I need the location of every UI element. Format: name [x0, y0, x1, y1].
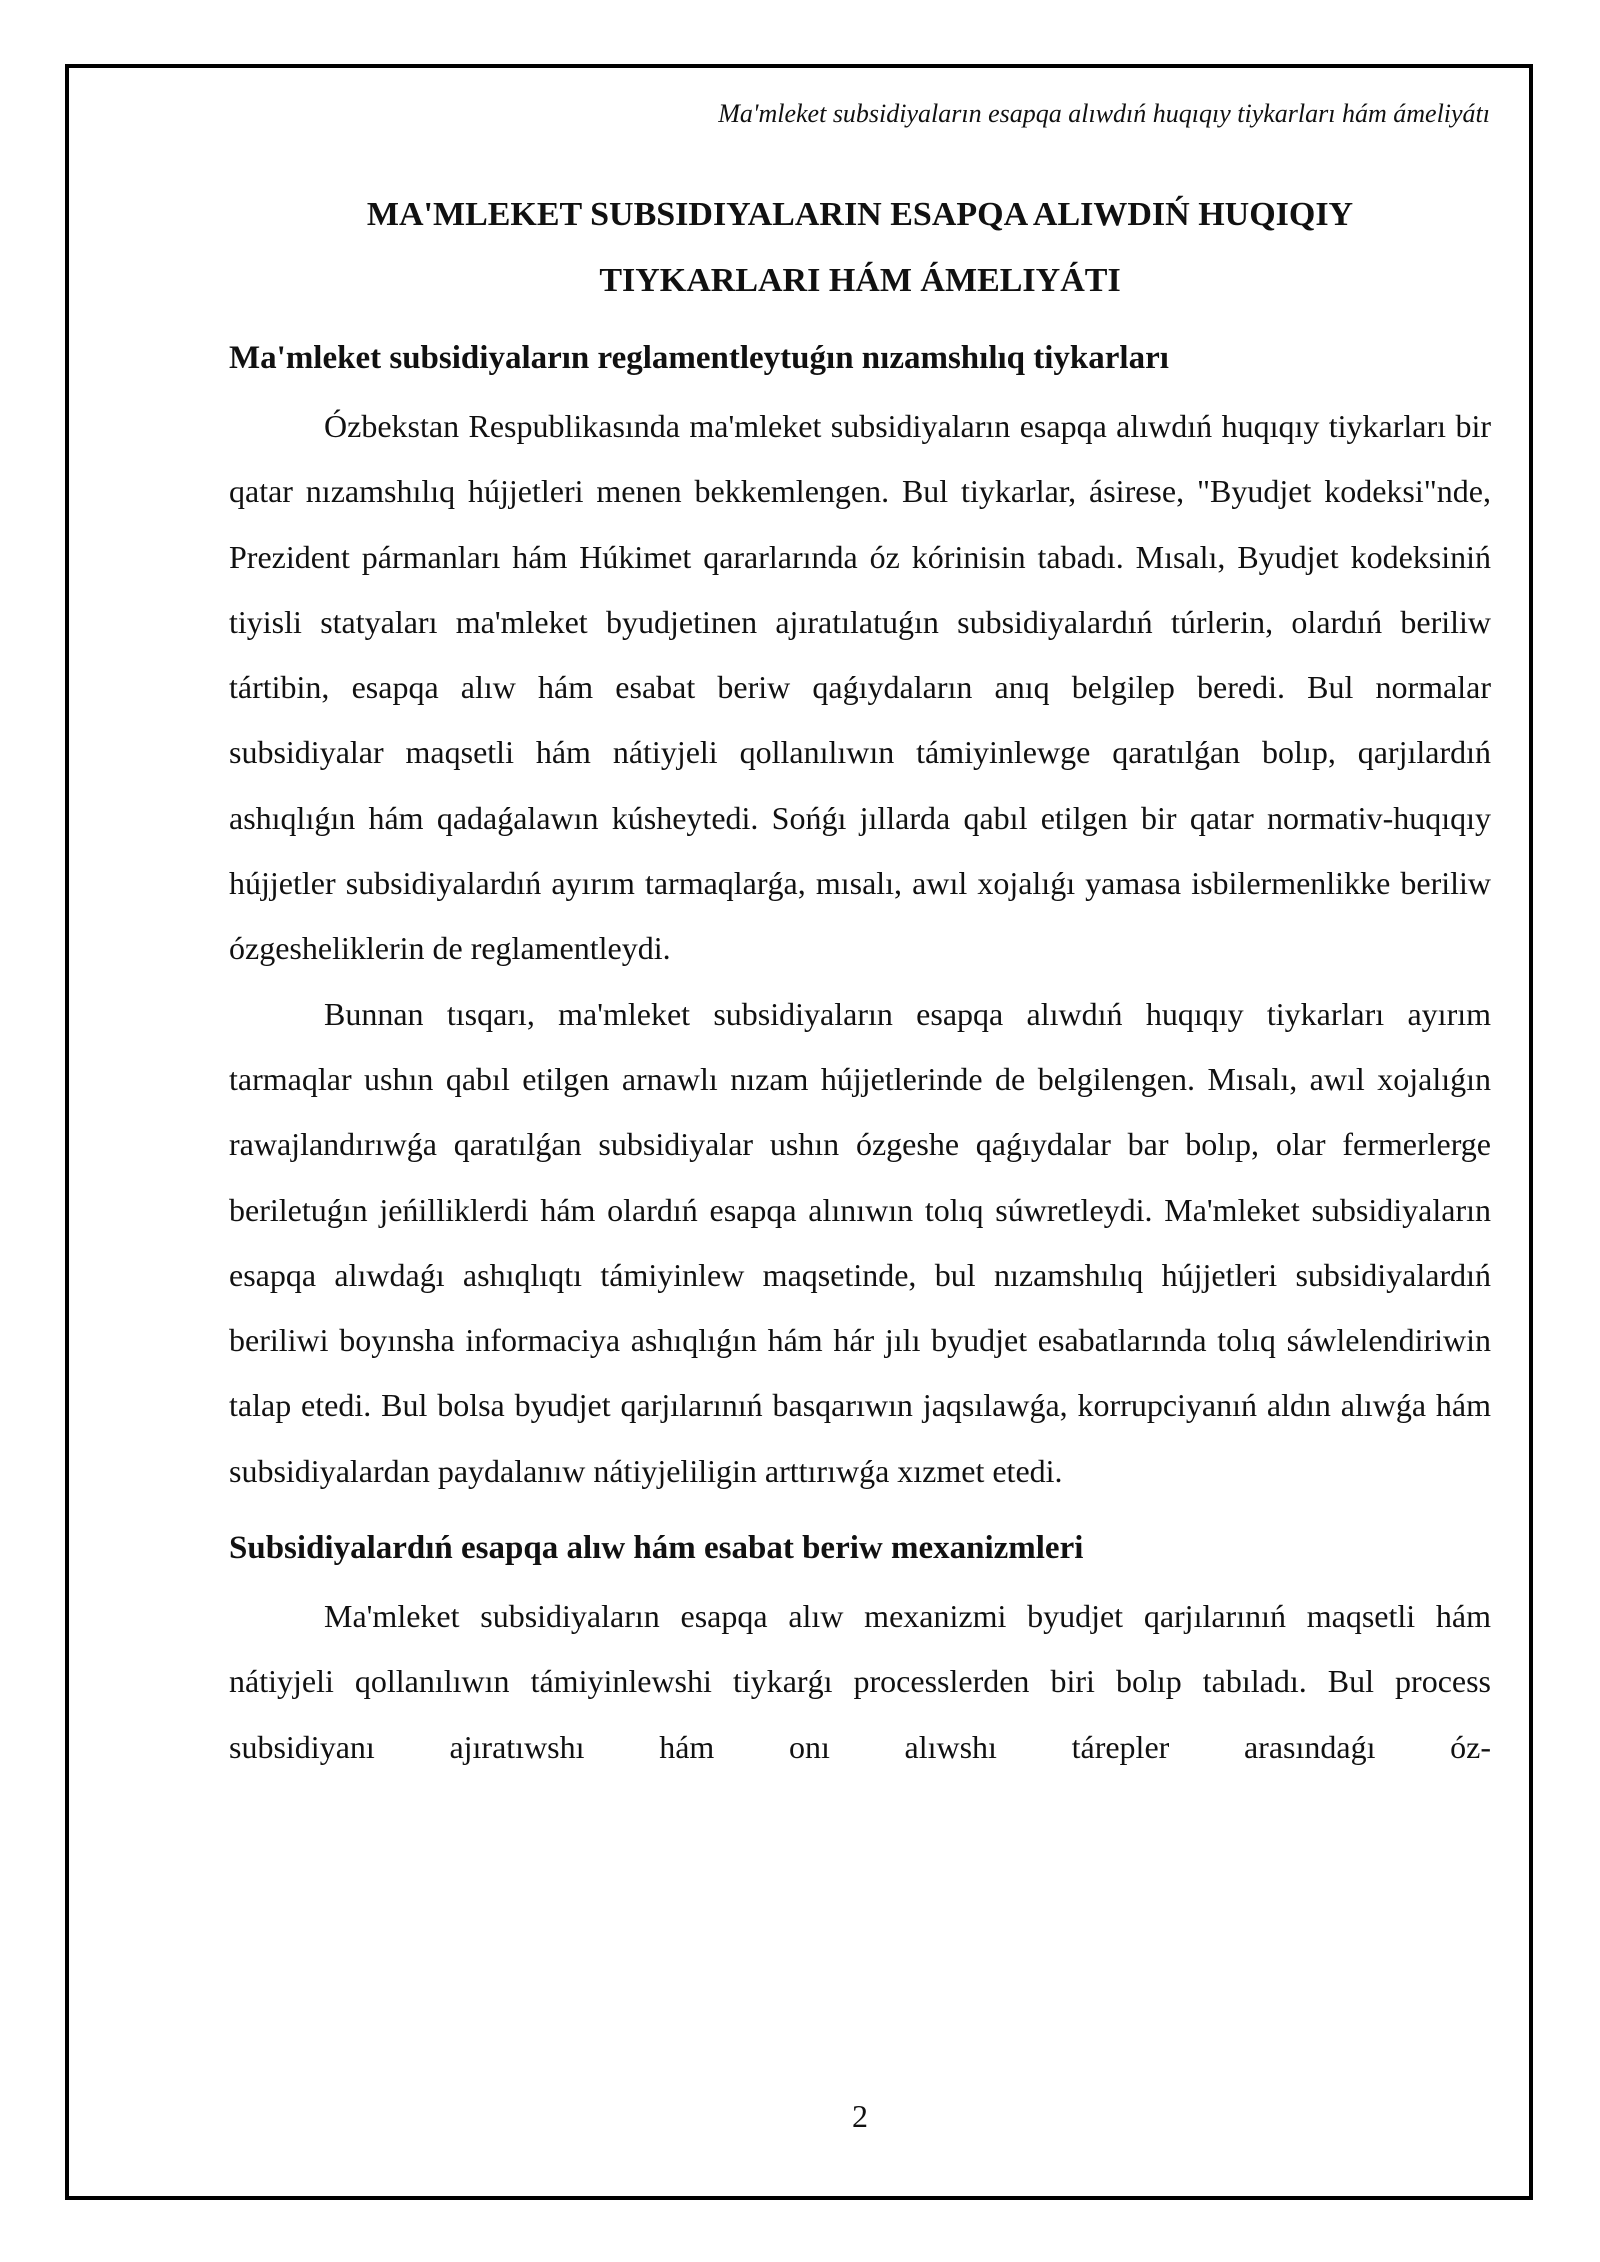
page-number: 2: [852, 2098, 868, 2134]
paragraph-legal-basis: Ózbekstan Respublikasında ma'mleket subsidiyaların esapqa alıwdıń huqıqıy tiykarları bir qatar nızamshılıq hújjetleri menen bekkemlengen. Bul tiykarlar, ásirese, "Byudjet kodeksi"nde, Prezident pármanları hám Húkimet qararlarında óz kórinisin tabadı. Mısalı, Byudjet kodeksiniń tiyisli statyaları ma'mleket byudjetinen ajıratılatuǵın subsidiyalardıń túrlerin, olardıń beriliw tártibin, esapqa alıw hám esabat beriw qaǵıydaların anıq belgilep beredi. Bul normalar subsidiyalar maqsetli hám nátiyjeli qollanılıwın támiyinlewge qaratılǵan bolıp, qarjılardıń ashıqlıǵın hám qadaǵalawın kúsheytedi. Sońǵı jıllarda qabıl etilgen bir qatar normativ-huqıqıy hújjetler subsidiyalardıń ayırım tarmaqlarǵa, mısalı, awıl xojalıǵı yamasa isbilermenlikke beriliw ózgesheliklerin de reglamentleydi.: [229, 408, 1491, 967]
document-title: [229, 182, 1491, 314]
document-title-line-1: MA'MLEKET SUBSIDIYALARIN ESAPQA ALIWDIŃ HUQIQIY: [366, 196, 1354, 233]
running-header: Ma'mleket subsidiyaların esapqa alıwdıń huqıqıy tiykarları hám ámeliyátı: [718, 99, 1490, 128]
section-heading-mechanisms: Subsidiyalardıń esapqa alıw hám esabat beriw mexanizmleri: [229, 1530, 1084, 1567]
paragraph-accounting-mechanism: Ma'mleket subsidiyaların esapqa alıw mexanizmi byudjet qarjılarınıń maqsetli hám nátiyjeli qollanılıwın támiyinlewshi tiykarǵı processlerden biri bolıp tabıladı. Bul process subsidiyanı ajıratıwshı hám onı alıwshı tárepler arasındaǵı óz-: [229, 1598, 1491, 1765]
section-heading-legislation: Ma'mleket subsidiyaların reglamentleytuǵın nızamshılıq tiykarları: [229, 340, 1169, 376]
paragraph-sector-laws: Bunnan tısqarı, ma'mleket subsidiyaların esapqa alıwdıń huqıqıy tiykarları ayırım tarmaqlar ushın qabıl etilgen arnawlı nızam hújjetlerinde de belgilengen. Mısalı, awıl xojalıǵın rawajlandırıwǵa qaratılǵan subsidiyalar ushın ózgeshe qaǵıydalar bar bolıp, olar fermerlerge beriletuǵın jeńilliklerdi hám olardıń esapqa alınıwın tolıq súwretleydi. Ma'mleket subsidiyaların esapqa alıwdaǵı ashıqlıqtı támiyinlew maqsetinde, bul nızamshılıq hújjetleri subsidiyalardıń beriliwi boyınsha informaciya ashıqlıǵın hám hár jılı byudjet esabatlarında tolıq sáwlelendiriwin talap etedi. Bul bolsa byudjet qarjılarınıń basqarıwın jaqsılawǵa, korrupciyanıń aldın alıwǵa hám subsidiyalardan paydalanıw nátiyjeliligin arttırıwǵa xızmet etedi.: [229, 995, 1491, 1489]
document-title-line-2: TIYKARLARI HÁM ÁMELIYÁTI: [599, 262, 1121, 299]
document-body: [229, 182, 1491, 1780]
